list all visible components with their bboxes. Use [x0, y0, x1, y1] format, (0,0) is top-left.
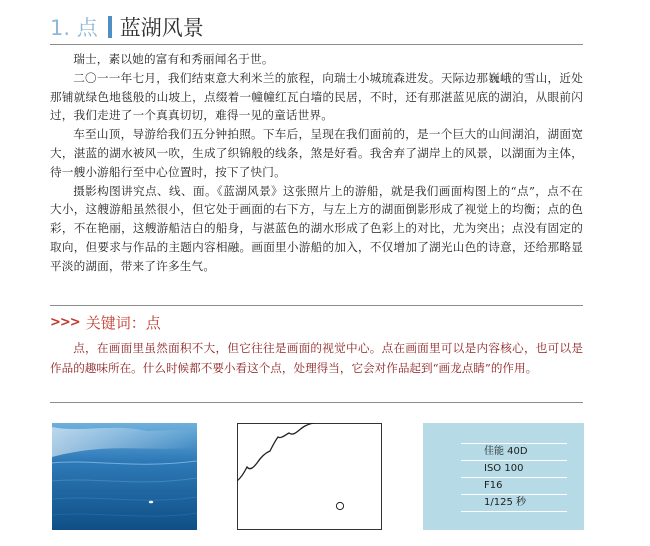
- setting-shutter: 1/125 秒: [461, 494, 567, 512]
- keyword-text: 点，在画面里虽然面积不大，但它往往是画面的视觉中心。点在画面里可以是内容核心，也可以是作品的趣味所在。什么时候都不要小看这个点，处理得当，它会对作品起到“画龙点睛”的作用。: [50, 341, 583, 375]
- paragraph: 摄影构图讲究点、线、面。《蓝湖风景》这张照片上的游船，就是我们画面构图上的“点”，点不在大小，这艘游船虽然很小，但它处于画面的右下方，与左上方的湖面倒影形成了视觉上的均衡；点的色彩，不在艳丽，这艘游船洁白的船身，与湛蓝色的湖水形成了色彩上的对比，尤为突出；点没有固定的取向，但要求与作品的主题内容相融。画面里小游船的加入，不仅增加了湖光山色的诗意，还给那略显平淡的湖面，带来了许多生气。: [50, 183, 583, 273]
- section-number: 1. 点: [50, 16, 98, 40]
- divider-top: [50, 44, 583, 45]
- boat-icon: [149, 501, 153, 504]
- camera-settings-list: [461, 443, 567, 512]
- section-title: [50, 12, 204, 42]
- setting-camera: 佳能 40D: [461, 443, 567, 460]
- article-body: [50, 50, 583, 276]
- camera-settings-panel: [423, 423, 584, 530]
- title-accent-bar: [108, 16, 112, 38]
- arrows-icon: >>>: [50, 315, 80, 330]
- setting-aperture: F16: [461, 477, 567, 494]
- divider-middle: [50, 305, 583, 306]
- composition-sketch-image: [237, 423, 382, 530]
- setting-iso: ISO 100: [461, 460, 567, 477]
- composition-sketch: [237, 423, 382, 530]
- page-title: 蓝湖风景: [119, 16, 204, 40]
- paragraph: 瑞士，素以她的富有和秀丽闻名于世。: [73, 52, 274, 66]
- paragraph: 车至山顶，导游给我们五分钟拍照。下车后，呈现在我们面前的，是一个巨大的山间湖泊，湖面宽大，湛蓝的湖水被风一吹，生成了织锦般的线条，煞是好看。我舍弃了湖岸上的风景，以湖面为主体，待一艘小游船行至中心位置时，按下了快门。: [50, 127, 583, 179]
- paragraph: 二〇一一年七月，我们结束意大利米兰的旅程，向瑞士小城琉森进发。天际边那巍峨的雪山，近处那铺就绿色地毯般的山坡上，点缀着一幢幢红瓦白墙的民居，不时，还有那湛蓝见底的湖泊，从眼前闪过，我们走进了一个真真切切，难得一见的童话世界。: [50, 70, 583, 123]
- keyword-heading: [50, 312, 161, 333]
- lake-photo-image: [52, 423, 197, 530]
- divider-bottom: [50, 402, 583, 403]
- keyword-title: 关键词：点: [85, 314, 161, 332]
- lake-photo: [52, 423, 197, 530]
